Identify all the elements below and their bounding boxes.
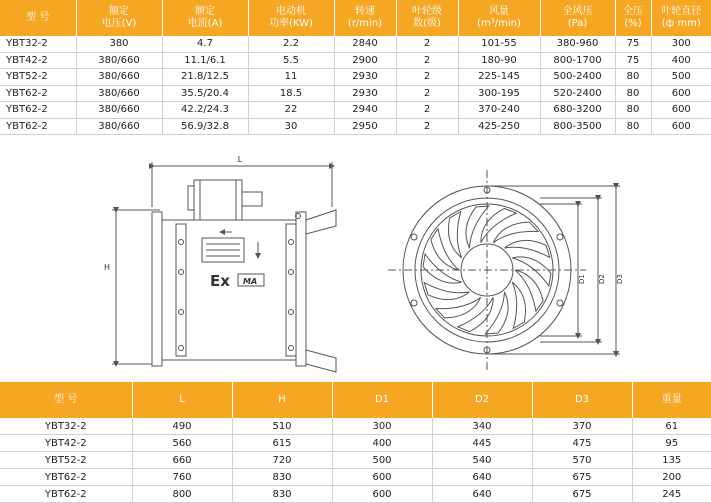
dim-cell: 400 bbox=[332, 435, 432, 452]
dim-header-cell: L bbox=[132, 382, 232, 418]
spec-header-cell: 额定 电流(A) bbox=[162, 0, 248, 36]
impeller-blade bbox=[512, 257, 551, 286]
dim-cell: 245 bbox=[632, 486, 711, 503]
dim-cell: 475 bbox=[532, 435, 632, 452]
impeller-blade bbox=[485, 292, 508, 334]
spec-row bbox=[0, 102, 711, 119]
dim-cell: 830 bbox=[232, 469, 332, 486]
spec-cell: 180-90 bbox=[458, 52, 540, 69]
spec-cell: 380/660 bbox=[76, 85, 162, 102]
dim-label-D1: D1 bbox=[578, 274, 586, 284]
dim-cell: 720 bbox=[232, 452, 332, 469]
impeller-blade bbox=[466, 206, 489, 248]
spec-cell: 380/660 bbox=[76, 102, 162, 119]
spec-cell: YBT52-2 bbox=[0, 69, 76, 86]
spec-cell: 2930 bbox=[334, 85, 396, 102]
dim-label-H: H bbox=[104, 263, 111, 272]
dim-label-L: L bbox=[237, 155, 243, 164]
dim-row bbox=[0, 452, 711, 469]
spec-header-cell: 全压 (%) bbox=[615, 0, 651, 36]
spec-row bbox=[0, 118, 711, 135]
dim-header-cell: 型 号 bbox=[0, 382, 132, 418]
ma-mark: MA bbox=[243, 277, 258, 286]
spec-cell: 2 bbox=[396, 52, 458, 69]
impeller-blade bbox=[512, 282, 525, 328]
dim-row bbox=[0, 435, 711, 452]
spec-cell: 11.1/6.1 bbox=[162, 52, 248, 69]
dim-cell: 300 bbox=[332, 418, 432, 435]
impeller-blade bbox=[436, 297, 481, 318]
dim-header-cell: D1 bbox=[332, 382, 432, 418]
spec-cell: 600 bbox=[651, 102, 711, 119]
spec-cell: 75 bbox=[615, 36, 651, 52]
spec-cell: 2900 bbox=[334, 52, 396, 69]
spec-table bbox=[0, 0, 711, 135]
spec-cell: 300-195 bbox=[458, 85, 540, 102]
spec-cell: 22 bbox=[248, 102, 334, 119]
spec-cell: 500 bbox=[651, 69, 711, 86]
spec-cell: YBT62-2 bbox=[0, 85, 76, 102]
spec-row bbox=[0, 85, 711, 102]
spec-row bbox=[0, 69, 711, 86]
impeller-blade bbox=[424, 283, 469, 300]
dim-cell: 830 bbox=[232, 486, 332, 503]
spec-table-header bbox=[0, 0, 711, 36]
spec-cell: 2950 bbox=[334, 118, 396, 135]
spec-cell: 380/660 bbox=[76, 52, 162, 69]
impeller-blade bbox=[504, 240, 549, 257]
spec-header-cell: 型 号 bbox=[0, 0, 76, 36]
dim-cell: YBT62-2 bbox=[0, 469, 132, 486]
dim-cell: YBT52-2 bbox=[0, 452, 132, 469]
spec-cell: 80 bbox=[615, 102, 651, 119]
spec-header-cell: 全风压 (Pa) bbox=[540, 0, 615, 36]
spec-cell: 800-3500 bbox=[540, 118, 615, 135]
spec-cell: 400 bbox=[651, 52, 711, 69]
spec-cell: 2930 bbox=[334, 69, 396, 86]
dim-label-D2: D2 bbox=[598, 274, 606, 284]
dim-cell: YBT42-2 bbox=[0, 435, 132, 452]
dim-header-cell: D2 bbox=[432, 382, 532, 418]
spec-header-cell: 叶轮级 数(级) bbox=[396, 0, 458, 36]
spec-cell: 2840 bbox=[334, 36, 396, 52]
dim-cell: 445 bbox=[432, 435, 532, 452]
spec-cell: 500-2400 bbox=[540, 69, 615, 86]
spec-header-cell: 叶轮直径 (ф mm) bbox=[651, 0, 711, 36]
spec-cell: YBT32-2 bbox=[0, 36, 76, 52]
dimension-table-header bbox=[0, 382, 711, 418]
spec-cell: 75 bbox=[615, 52, 651, 69]
spec-cell: 42.2/24.3 bbox=[162, 102, 248, 119]
dim-cell: 600 bbox=[332, 486, 432, 503]
dim-cell: 560 bbox=[132, 435, 232, 452]
dim-cell: 640 bbox=[432, 486, 532, 503]
ex-mark: Ex bbox=[210, 272, 230, 290]
spec-cell: 2 bbox=[396, 69, 458, 86]
spec-header-cell: 电动机 功率(KW) bbox=[248, 0, 334, 36]
spec-row bbox=[0, 36, 711, 52]
spec-cell: 30 bbox=[248, 118, 334, 135]
dim-cell: 675 bbox=[532, 469, 632, 486]
spec-cell: 5.5 bbox=[248, 52, 334, 69]
spec-row bbox=[0, 52, 711, 69]
spec-cell: 2 bbox=[396, 102, 458, 119]
dim-cell: 600 bbox=[332, 469, 432, 486]
dim-cell: 200 bbox=[632, 469, 711, 486]
spec-cell: 56.9/32.8 bbox=[162, 118, 248, 135]
dim-row bbox=[0, 469, 711, 486]
dim-label-D3: D3 bbox=[616, 274, 624, 284]
spec-cell: 2940 bbox=[334, 102, 396, 119]
spec-cell: 600 bbox=[651, 118, 711, 135]
dim-cell: 540 bbox=[432, 452, 532, 469]
dim-cell: 760 bbox=[132, 469, 232, 486]
spec-header-cell: 转速 (r/min) bbox=[334, 0, 396, 36]
dim-cell: 615 bbox=[232, 435, 332, 452]
dim-cell: 490 bbox=[132, 418, 232, 435]
spec-cell: 2 bbox=[396, 118, 458, 135]
spec-cell: 80 bbox=[615, 85, 651, 102]
impeller-blade bbox=[448, 212, 461, 258]
spec-cell: 4.7 bbox=[162, 36, 248, 52]
dim-cell: 61 bbox=[632, 418, 711, 435]
impeller-blade bbox=[423, 254, 462, 283]
spec-cell: 600 bbox=[651, 85, 711, 102]
spec-cell: 35.5/20.4 bbox=[162, 85, 248, 102]
spec-cell: 800-1700 bbox=[540, 52, 615, 69]
spec-cell: 380 bbox=[76, 36, 162, 52]
spec-cell: 380-960 bbox=[540, 36, 615, 52]
dim-cell: 640 bbox=[432, 469, 532, 486]
spec-cell: 80 bbox=[615, 118, 651, 135]
spec-cell: 680-3200 bbox=[540, 102, 615, 119]
front-view bbox=[388, 170, 620, 370]
dim-cell: 370 bbox=[532, 418, 632, 435]
spec-cell: 18.5 bbox=[248, 85, 334, 102]
spec-cell: YBT62-2 bbox=[0, 102, 76, 119]
spec-cell: 370-240 bbox=[458, 102, 540, 119]
spec-header-cell: 风量 (m³/min) bbox=[458, 0, 540, 36]
side-view bbox=[112, 162, 336, 372]
spec-cell: 2 bbox=[396, 85, 458, 102]
spec-cell: 2 bbox=[396, 36, 458, 52]
spec-cell: 11 bbox=[248, 69, 334, 86]
dim-cell: 800 bbox=[132, 486, 232, 503]
spec-cell: 225-145 bbox=[458, 69, 540, 86]
dim-header-cell: D3 bbox=[532, 382, 632, 418]
dim-row bbox=[0, 418, 711, 435]
spec-cell: 101-55 bbox=[458, 36, 540, 52]
spec-cell: 80 bbox=[615, 69, 651, 86]
spec-cell: 380/660 bbox=[76, 118, 162, 135]
spec-cell: 2.2 bbox=[248, 36, 334, 52]
spec-cell: 425-250 bbox=[458, 118, 540, 135]
spec-cell: 300 bbox=[651, 36, 711, 52]
dim-header-cell: 重量 bbox=[632, 382, 711, 418]
dim-cell: 500 bbox=[332, 452, 432, 469]
dim-cell: 660 bbox=[132, 452, 232, 469]
dim-cell: 135 bbox=[632, 452, 711, 469]
spec-cell: 21.8/12.5 bbox=[162, 69, 248, 86]
dim-row bbox=[0, 486, 711, 503]
spec-header-cell: 额定 电压(V) bbox=[76, 0, 162, 36]
dim-cell: 570 bbox=[532, 452, 632, 469]
dim-cell: YBT62-2 bbox=[0, 486, 132, 503]
dim-cell: 340 bbox=[432, 418, 532, 435]
spec-cell: YBT42-2 bbox=[0, 52, 76, 69]
spec-cell: 380/660 bbox=[76, 69, 162, 86]
dim-cell: 95 bbox=[632, 435, 711, 452]
dim-cell: YBT32-2 bbox=[0, 418, 132, 435]
spec-cell: YBT62-2 bbox=[0, 118, 76, 135]
impeller-blade bbox=[431, 229, 459, 270]
spec-cell: 520-2400 bbox=[540, 85, 615, 102]
impeller-blade bbox=[515, 270, 543, 311]
dimension-table bbox=[0, 382, 711, 503]
dim-header-cell: H bbox=[232, 382, 332, 418]
impeller-blade bbox=[493, 222, 538, 243]
dim-cell: 510 bbox=[232, 418, 332, 435]
dim-cell: 675 bbox=[532, 486, 632, 503]
fan-drawing bbox=[0, 152, 711, 377]
